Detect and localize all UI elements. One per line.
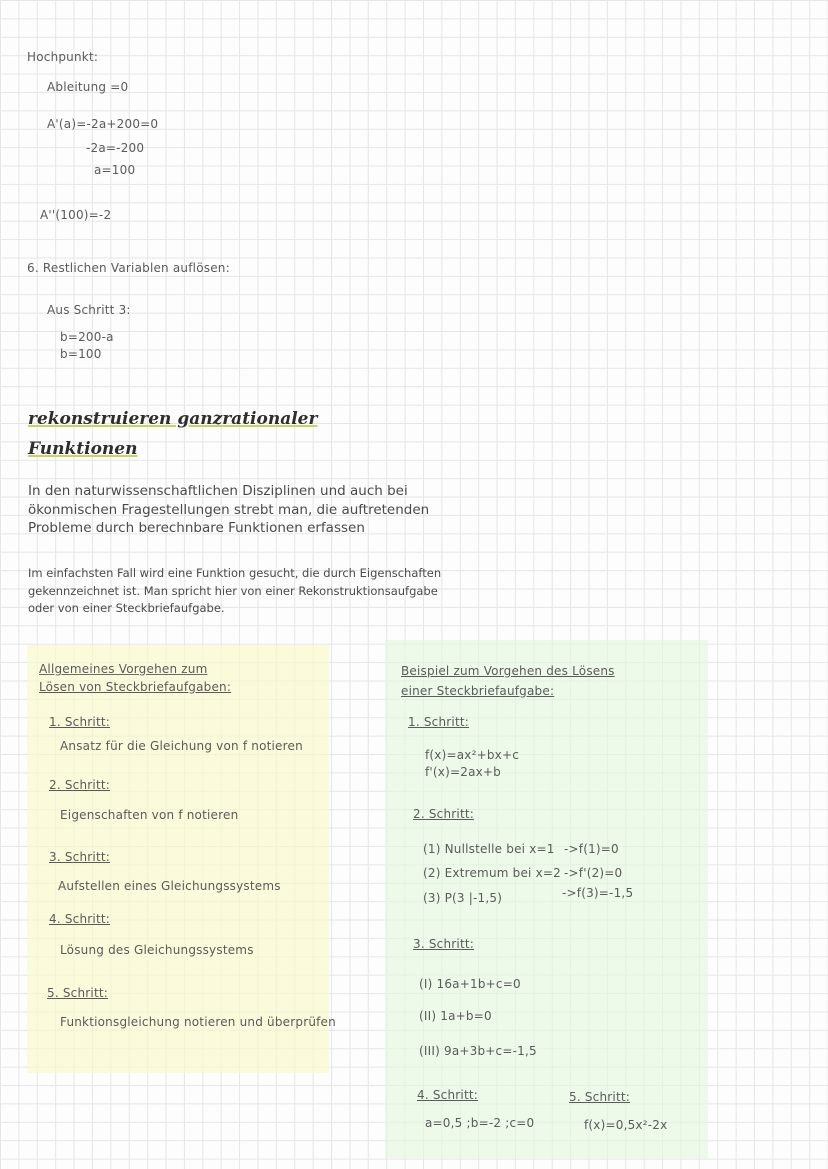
equation-1: (I) 16a+1b+c=0: [419, 977, 521, 991]
left-step-5-text: Funktionsgleichung notieren und überprüfen: [60, 1015, 336, 1029]
condition-3: (3) P(3 |-1,5): [423, 891, 503, 905]
final-function: f(x)=0,5x²-2x: [584, 1118, 668, 1132]
section-title-line1: rekonstruieren ganzrationaler: [28, 409, 318, 429]
intro-line: Probleme durch berechnbare Funktionen erfassen: [28, 520, 365, 536]
step6-heading: 6. Restlichen Variablen auflösen:: [27, 261, 230, 275]
left-step-5-label: 5. Schritt:: [47, 986, 109, 1000]
right-step-3-label: 3. Schritt:: [413, 937, 475, 951]
intro-line: ökonmischen Fragestellungen strebt man, die auftretenden: [28, 501, 430, 518]
b-equation: b=200-a: [60, 330, 114, 344]
aus-schritt-3: Aus Schritt 3:: [47, 303, 131, 317]
condition-2: (2) Extremum bei x=2: [423, 866, 561, 880]
left-step-1-label: 1. Schritt:: [49, 715, 111, 729]
left-step-4-label: 4. Schritt:: [49, 912, 111, 926]
equation-step: -2a=-200: [86, 141, 145, 155]
left-box-title-1: Allgemeines Vorgehen zum: [39, 662, 208, 676]
intro-line: Im einfachsten Fall wird eine Funktion gesucht, die durch Eigenschaften: [28, 566, 442, 580]
left-step-3-text: Aufstellen eines Gleichungssystems: [58, 879, 281, 893]
condition-1: (1) Nullstelle bei x=1: [423, 842, 555, 856]
left-step-4-text: Lösung des Gleichungssystems: [60, 943, 254, 957]
equation-2: (II) 1a+b=0: [419, 1009, 492, 1023]
right-box-title-2: einer Steckbriefaufgabe:: [401, 684, 555, 698]
intro-line: oder von einer Steckbriefaufgabe.: [28, 601, 225, 615]
condition-1-result: ->f(1)=0: [564, 842, 619, 856]
equation-3: (III) 9a+3b+c=-1,5: [419, 1044, 537, 1058]
left-step-2-text: Eigenschaften von f notieren: [60, 808, 239, 822]
second-derivative: A''(100)=-2: [40, 208, 112, 222]
intro-line: gekennzeichnet ist. Man spricht hier von einer Rekonstruktionsaufgabe: [28, 583, 438, 598]
right-step-4-label: 4. Schritt:: [417, 1088, 479, 1102]
equation-result: a=100: [94, 163, 136, 177]
right-step-2-label: 2. Schritt:: [413, 807, 475, 821]
intro-paragraph-1: [28, 482, 429, 538]
left-step-3-label: 3. Schritt:: [49, 850, 111, 864]
section-title-line2: Funktionen: [28, 439, 138, 459]
b-result: b=100: [60, 347, 102, 361]
condition-2-result: ->f'(2)=0: [564, 866, 623, 880]
function-ansatz: f(x)=ax²+bx+c: [425, 748, 520, 762]
function-derivative: f'(x)=2ax+b: [425, 765, 502, 779]
right-box-title-1: Beispiel zum Vorgehen des Lösens: [401, 664, 615, 678]
left-step-1-text: Ansatz für die Gleichung von f notieren: [60, 739, 303, 753]
right-step-1-label: 1. Schritt:: [408, 715, 470, 729]
ableitung-text: Ableitung =0: [47, 80, 129, 94]
intro-paragraph-2: [28, 565, 441, 618]
derivative-equation: A'(a)=-2a+200=0: [47, 117, 159, 131]
condition-3-result: ->f(3)=-1,5: [562, 886, 634, 900]
left-box-title-2: Lösen von Steckbriefaufgaben:: [39, 680, 232, 694]
intro-line: In den naturwissenschaftlichen Disziplinen und auch bei: [28, 483, 408, 499]
hochpunkt-label: Hochpunkt:: [27, 50, 99, 64]
solution-values: a=0,5 ;b=-2 ;c=0: [425, 1116, 535, 1130]
left-step-2-label: 2. Schritt:: [49, 778, 111, 792]
right-step-5-label: 5. Schritt:: [569, 1090, 631, 1104]
